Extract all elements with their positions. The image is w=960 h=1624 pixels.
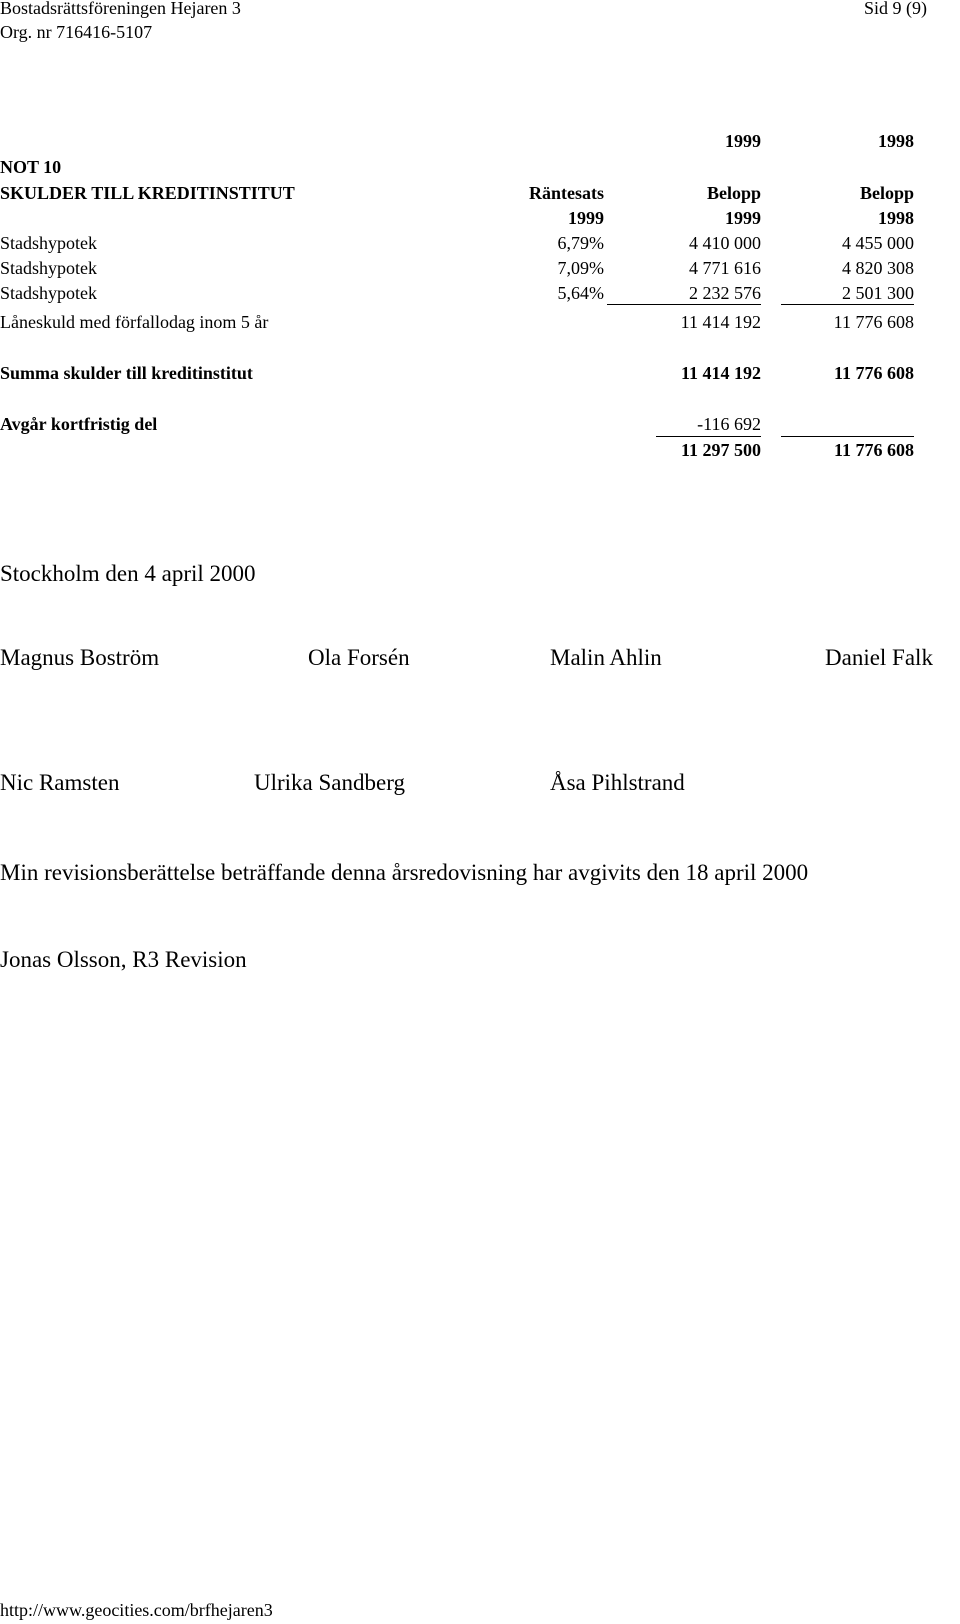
- row-value-1998: 2 501 300: [842, 283, 914, 303]
- sum-label: Summa skulder till kreditinstitut: [0, 363, 253, 383]
- signer-name: Malin Ahlin: [550, 645, 662, 670]
- col-header-rate-year: 1999: [568, 208, 604, 228]
- auditor-name: Jonas Olsson, R3 Revision: [0, 947, 247, 972]
- short-term-label: Avgår kortfristig del: [0, 414, 158, 434]
- row-value-1999: 4 410 000: [689, 233, 761, 253]
- col-header-amount-1998-year: 1998: [878, 208, 914, 228]
- row-rate: 6,79%: [557, 233, 604, 253]
- audit-statement: Min revisionsberättelse beträffande denna årsredovisning har avgivits den 18 april 2000: [0, 860, 809, 885]
- signer-name: Nic Ramsten: [0, 770, 120, 795]
- col-header-amount-1998: Belopp: [859, 183, 914, 203]
- signer-name: Ulrika Sandberg: [254, 770, 405, 795]
- footer-url: http://www.geocities.com/brfhejaren3: [0, 1600, 273, 1620]
- subtotal-rule-1999: [607, 304, 761, 305]
- note-label: NOT 10: [0, 157, 62, 177]
- row-value-1999: 11 414 192: [680, 312, 761, 332]
- col-header-amount-1999: Belopp: [706, 183, 761, 203]
- row-rate: 5,64%: [557, 283, 604, 303]
- row-label: Stadshypotek: [0, 283, 97, 303]
- sum-value-1998: 11 776 608: [833, 363, 914, 383]
- subtotal-rule-1998: [781, 304, 914, 305]
- row-label: Stadshypotek: [0, 258, 97, 278]
- col-header-amount-1999-year: 1999: [725, 208, 761, 228]
- signer-name: Daniel Falk: [825, 645, 933, 670]
- total-rule-1998: [781, 436, 914, 437]
- org-number: Org. nr 716416-5107: [0, 22, 153, 42]
- row-value-1999: 2 232 576: [689, 283, 761, 303]
- short-term-value-1999: -116 692: [697, 414, 761, 434]
- row-value-1999: 4 771 616: [689, 258, 761, 278]
- col-header-rate: Räntesats: [529, 183, 604, 203]
- signer-name: Åsa Pihlstrand: [550, 770, 685, 795]
- total-rule-1999: [656, 436, 761, 437]
- total-value-1998: 11 776 608: [833, 440, 914, 460]
- year-header-1998: 1998: [878, 131, 914, 151]
- row-label: Stadshypotek: [0, 233, 97, 253]
- year-header-1999: 1999: [725, 131, 761, 151]
- table-title: SKULDER TILL KREDITINSTITUT: [0, 183, 295, 203]
- page-number: Sid 9 (9): [864, 0, 927, 18]
- sum-value-1999: 11 414 192: [680, 363, 761, 383]
- row-label: Låneskuld med förfallodag inom 5 år: [0, 312, 269, 332]
- row-value-1998: 4 820 308: [842, 258, 914, 278]
- place-date: Stockholm den 4 april 2000: [0, 561, 256, 586]
- org-name: Bostadsrättsföreningen Hejaren 3: [0, 0, 241, 18]
- row-value-1998: 11 776 608: [833, 312, 914, 332]
- row-value-1998: 4 455 000: [842, 233, 914, 253]
- signer-name: Magnus Boström: [0, 645, 160, 670]
- signer-name: Ola Forsén: [308, 645, 410, 670]
- row-rate: 7,09%: [557, 258, 604, 278]
- total-value-1999: 11 297 500: [680, 440, 761, 460]
